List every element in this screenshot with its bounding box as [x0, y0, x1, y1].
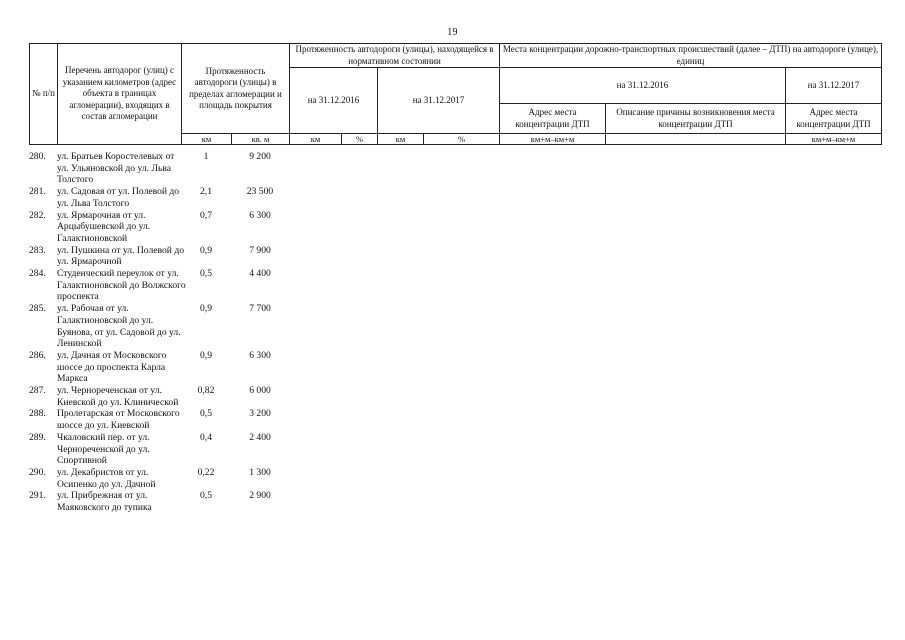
table-header	[29, 43, 882, 145]
table-row	[29, 303, 299, 350]
row-road-name: ул. Пушкина от ул. Полевой до ул. Ярмарочной	[57, 244, 184, 268]
row-road-name: ул. Рабочая от ул. Галактионовской до ул. Буянова, от ул. Садовой до ул. Ленинской	[57, 303, 181, 350]
table-body	[29, 151, 299, 514]
row-area-sqm: 7 900	[249, 244, 271, 256]
header-dtp-2017: на 31.12.2017	[786, 68, 882, 104]
row-road-name: Пролетарская от Московского шоссе до ул. Киевской	[57, 408, 180, 432]
row-length-km: 2,1	[200, 186, 212, 198]
page-number: 19	[447, 27, 458, 38]
row-number: 288.	[29, 408, 46, 420]
unit-pct-2016: %	[342, 134, 378, 145]
table-row	[29, 268, 299, 303]
header-normative-2017: на 31.12.2017	[378, 68, 500, 134]
header-col-number: № п/п	[30, 44, 58, 145]
header-col-road-list: Перечень автодорог (улиц) с указанием километров (адрес объекта в границах агломерации), входящих в состав агломерации	[58, 44, 182, 145]
row-road-name: ул. Прибрежная от ул. Маяковского до тупика	[57, 490, 152, 514]
table-row	[29, 467, 299, 490]
header-col-dtp: Места концентрации дорожно-транспортных происшествий (далее – ДТП) на автодороге (улице), единиц	[500, 44, 882, 68]
row-length-km: 1	[203, 151, 209, 162]
header-dtp-address-2017: Адрес места концентрации ДТП	[786, 104, 882, 134]
row-number: 280.	[29, 151, 46, 162]
row-number: 287.	[29, 385, 46, 397]
row-length-km: 0,5	[200, 268, 212, 280]
row-length-km: 0,7	[200, 209, 212, 221]
row-area-sqm: 2 900	[249, 490, 271, 502]
row-area-sqm: 6 300	[249, 209, 271, 221]
table-row	[29, 432, 299, 467]
row-number: 289.	[29, 431, 46, 443]
unit-range-2016: км+м–км+м	[500, 134, 606, 145]
row-number: 286.	[29, 349, 46, 361]
unit-km: км	[182, 134, 232, 145]
row-area-sqm: 1 300	[249, 466, 271, 478]
row-road-name: Чкаловский пер. от ул. Чернореченской до ул. Спортивной	[57, 431, 150, 467]
header-dtp-address-2016: Адрес места концентрации ДТП	[500, 104, 606, 134]
row-road-name: ул. Декабристов от ул. Осипенко до ул. Дачной	[57, 466, 156, 490]
header-dtp-2016: на 31.12.2016	[500, 68, 786, 104]
row-area-sqm: 7 700	[249, 303, 271, 315]
row-area-sqm: 6 000	[249, 385, 271, 397]
unit-km-2016: км	[290, 134, 342, 145]
row-length-km: 0,5	[200, 490, 212, 502]
row-number: 281.	[29, 186, 46, 198]
row-area-sqm: 9 200	[249, 151, 271, 162]
row-length-km: 0,9	[200, 349, 212, 361]
unit-reason-empty	[606, 134, 786, 145]
row-length-km: 0,9	[200, 244, 212, 256]
row-road-name: Студенческий переулок от ул. Галактионовской до Волжского проспекта	[57, 268, 186, 303]
row-number: 282.	[29, 209, 46, 221]
table-row	[29, 186, 299, 209]
unit-km-2017: км	[378, 134, 424, 145]
table-row	[29, 408, 299, 431]
row-road-name: ул. Дачная от Московского шоссе до проспекта Карла Маркса	[57, 349, 167, 385]
table-row	[29, 245, 299, 268]
row-area-sqm: 6 300	[249, 349, 271, 361]
row-area-sqm: 2 400	[249, 431, 271, 443]
header-dtp-reason: Описание причины возникновения места концентрации ДТП	[606, 104, 786, 134]
row-area-sqm: 23 500	[246, 186, 274, 198]
row-road-name: ул. Чернореченская от ул. Киевской до ул. Клинической	[57, 385, 179, 408]
header-col-normative: Протяженность автодороги (улицы), находящейся в нормативном состоянии	[290, 44, 500, 68]
row-number: 290.	[29, 466, 46, 478]
table-row	[29, 490, 299, 513]
row-length-km: 0,9	[200, 303, 212, 315]
unit-pct-2017: %	[424, 134, 500, 145]
row-length-km: 0,82	[197, 385, 215, 397]
unit-sqm: кв. м	[232, 134, 290, 145]
row-road-name: ул. Братьев Коростелевых от ул. Ульяновской до ул. Льва Толстого	[57, 151, 175, 186]
row-road-name: ул. Садовая от ул. Полевой до ул. Льва Толстого	[57, 186, 180, 209]
table-row	[29, 210, 299, 245]
row-number: 285.	[29, 303, 46, 315]
table-row	[29, 350, 299, 385]
header-col-length-area: Протяженность автодороги (улицы) в пределах агломерации и площадь покрытия	[182, 44, 290, 134]
row-area-sqm: 3 200	[249, 408, 271, 420]
row-road-name: ул. Ярмарочная от ул. Арцыбушевской до ул. Галактионовской	[57, 209, 151, 244]
unit-range-2017: км+м–км+м	[786, 134, 882, 145]
table-row	[29, 151, 299, 186]
row-number: 291.	[29, 490, 46, 502]
row-area-sqm: 4 400	[249, 268, 271, 280]
row-number: 283.	[29, 244, 46, 256]
row-length-km: 0,4	[200, 431, 212, 443]
table-row	[29, 385, 299, 408]
row-number: 284.	[29, 268, 46, 280]
row-length-km: 0,22	[197, 466, 215, 478]
row-length-km: 0,5	[200, 408, 212, 420]
header-normative-2016: на 31.12.2016	[290, 68, 378, 134]
